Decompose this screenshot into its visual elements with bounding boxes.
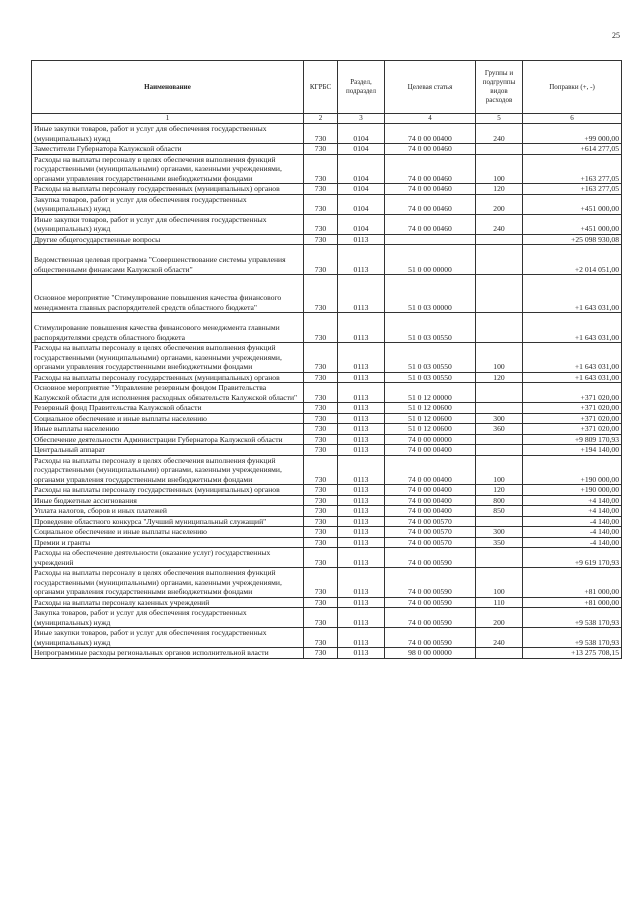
row-name-cell: Премии и гранты bbox=[32, 537, 304, 548]
row-groups-cell bbox=[476, 313, 523, 343]
row-groups-cell: 360 bbox=[476, 424, 523, 435]
row-target-cell: 74 0 00 00590 bbox=[385, 608, 476, 628]
row-kgrbs-cell: 730 bbox=[304, 445, 338, 456]
row-name-cell: Заместители Губернатора Калужской области bbox=[32, 144, 304, 155]
row-amendment-cell: +1 643 031,00 bbox=[523, 343, 622, 373]
row-section-cell: 0113 bbox=[338, 548, 385, 568]
table-row bbox=[32, 313, 622, 343]
row-target-cell: 51 0 00 00000 bbox=[385, 245, 476, 275]
row-amendment-cell: +9 809 170,93 bbox=[523, 434, 622, 445]
header-section: Раздел, подраздел bbox=[338, 61, 385, 114]
row-kgrbs-cell: 730 bbox=[304, 648, 338, 659]
row-target-cell: 74 0 00 00590 bbox=[385, 568, 476, 598]
row-name-cell: Иные выплаты населению bbox=[32, 424, 304, 435]
row-section-cell: 0113 bbox=[338, 568, 385, 598]
row-target-cell bbox=[385, 234, 476, 245]
row-target-cell: 74 0 00 00400 bbox=[385, 485, 476, 496]
row-amendment-cell: +25 098 930,08 bbox=[523, 234, 622, 245]
row-amendment-cell: -4 140,00 bbox=[523, 527, 622, 538]
row-groups-cell bbox=[476, 245, 523, 275]
table-row bbox=[32, 245, 622, 275]
row-kgrbs-cell: 730 bbox=[304, 628, 338, 648]
row-groups-cell: 100 bbox=[476, 455, 523, 485]
row-groups-cell: 200 bbox=[476, 608, 523, 628]
table-row bbox=[32, 124, 622, 144]
row-name-cell: Основное мероприятие "Стимулирование повышения качества финансового менеджмента главных распорядителей средств областного бюджета" bbox=[32, 275, 304, 313]
row-target-cell: 74 0 00 00400 bbox=[385, 445, 476, 456]
row-kgrbs-cell: 730 bbox=[304, 383, 338, 403]
row-section-cell: 0113 bbox=[338, 434, 385, 445]
row-target-cell: 74 0 00 00590 bbox=[385, 628, 476, 648]
row-section-cell: 0104 bbox=[338, 214, 385, 234]
row-section-cell: 0113 bbox=[338, 527, 385, 538]
row-kgrbs-cell: 730 bbox=[304, 214, 338, 234]
row-section-cell: 0113 bbox=[338, 455, 385, 485]
row-groups-cell: 100 bbox=[476, 568, 523, 598]
row-groups-cell bbox=[476, 445, 523, 456]
row-groups-cell bbox=[476, 403, 523, 414]
row-groups-cell bbox=[476, 144, 523, 155]
row-name-cell: Расходы на выплаты персоналу в целях обеспечения выполнения функций государственными (муниципальными) органами, казенными учреждениями, органами управления государственными внебюджетными фондами bbox=[32, 154, 304, 184]
row-name-cell: Закупка товаров, работ и услуг для обеспечения государственных (муниципальных) нужд bbox=[32, 194, 304, 214]
column-number: 5 bbox=[476, 114, 523, 124]
row-section-cell: 0113 bbox=[338, 495, 385, 506]
header-kgrbs: КГРБС bbox=[304, 61, 338, 114]
row-kgrbs-cell: 730 bbox=[304, 144, 338, 155]
row-amendment-cell: +9 619 170,93 bbox=[523, 548, 622, 568]
row-section-cell: 0113 bbox=[338, 648, 385, 659]
row-name-cell: Расходы на выплаты персоналу в целях обеспечения выполнения функций государственными (муниципальными) органами, казенными учреждениями, органами управления государственными внебюджетными фондами bbox=[32, 455, 304, 485]
row-target-cell: 51 0 12 00600 bbox=[385, 424, 476, 435]
row-section-cell: 0113 bbox=[338, 343, 385, 373]
table-row bbox=[32, 154, 622, 184]
row-target-cell: 51 0 12 00600 bbox=[385, 403, 476, 414]
row-section-cell: 0104 bbox=[338, 154, 385, 184]
row-kgrbs-cell: 730 bbox=[304, 568, 338, 598]
row-kgrbs-cell: 730 bbox=[304, 184, 338, 195]
table-row bbox=[32, 527, 622, 538]
row-section-cell: 0113 bbox=[338, 413, 385, 424]
table-row bbox=[32, 424, 622, 435]
row-target-cell: 98 0 00 00000 bbox=[385, 648, 476, 659]
row-amendment-cell: +190 000,00 bbox=[523, 455, 622, 485]
row-target-cell: 74 0 00 00460 bbox=[385, 184, 476, 195]
table-row bbox=[32, 194, 622, 214]
table-row bbox=[32, 506, 622, 517]
column-number: 1 bbox=[32, 114, 304, 124]
table-row bbox=[32, 648, 622, 659]
row-groups-cell bbox=[476, 516, 523, 527]
row-groups-cell: 350 bbox=[476, 537, 523, 548]
row-amendment-cell: +614 277,05 bbox=[523, 144, 622, 155]
row-section-cell: 0104 bbox=[338, 144, 385, 155]
table-row bbox=[32, 455, 622, 485]
row-groups-cell: 850 bbox=[476, 506, 523, 517]
row-amendment-cell: +451 000,00 bbox=[523, 194, 622, 214]
row-kgrbs-cell: 730 bbox=[304, 154, 338, 184]
row-kgrbs-cell: 730 bbox=[304, 245, 338, 275]
table-row bbox=[32, 403, 622, 414]
row-kgrbs-cell: 730 bbox=[304, 485, 338, 496]
row-name-cell: Ведомственная целевая программа "Совершенствование системы управления общественными финансами Калужской области" bbox=[32, 245, 304, 275]
row-amendment-cell: +9 538 170,93 bbox=[523, 608, 622, 628]
row-groups-cell bbox=[476, 648, 523, 659]
table-row bbox=[32, 548, 622, 568]
row-name-cell: Расходы на выплаты персоналу казенных учреждений bbox=[32, 597, 304, 608]
row-name-cell: Расходы на обеспечение деятельности (оказание услуг) государственных учреждений bbox=[32, 548, 304, 568]
row-section-cell: 0113 bbox=[338, 506, 385, 517]
row-groups-cell bbox=[476, 234, 523, 245]
header-groups: Группы и подгруппы видов расходов bbox=[476, 61, 523, 114]
row-name-cell: Расходы на выплаты персоналу в целях обеспечения выполнения функций государственными (муниципальными) органами, казенными учреждениями, органами управления государственными внебюджетными фондами bbox=[32, 568, 304, 598]
table-row bbox=[32, 144, 622, 155]
table-row bbox=[32, 568, 622, 598]
row-groups-cell bbox=[476, 548, 523, 568]
row-amendment-cell: +99 000,00 bbox=[523, 124, 622, 144]
row-kgrbs-cell: 730 bbox=[304, 516, 338, 527]
column-number: 4 bbox=[385, 114, 476, 124]
row-kgrbs-cell: 730 bbox=[304, 537, 338, 548]
row-kgrbs-cell: 730 bbox=[304, 455, 338, 485]
row-target-cell: 74 0 00 00400 bbox=[385, 495, 476, 506]
row-kgrbs-cell: 730 bbox=[304, 608, 338, 628]
row-section-cell: 0113 bbox=[338, 383, 385, 403]
row-amendment-cell: +81 000,00 bbox=[523, 597, 622, 608]
table-row bbox=[32, 434, 622, 445]
row-kgrbs-cell: 730 bbox=[304, 413, 338, 424]
row-name-cell: Основное мероприятие "Управление резервным фондом Правительства Калужской области для исполнения расходных обязательств Калужской области" bbox=[32, 383, 304, 403]
table-row bbox=[32, 537, 622, 548]
row-target-cell: 74 0 00 00400 bbox=[385, 455, 476, 485]
row-section-cell: 0113 bbox=[338, 516, 385, 527]
table-row bbox=[32, 214, 622, 234]
row-amendment-cell: +13 275 708,15 bbox=[523, 648, 622, 659]
table-row bbox=[32, 597, 622, 608]
row-kgrbs-cell: 730 bbox=[304, 403, 338, 414]
row-name-cell: Проведение областного конкурса "Лучший муниципальный служащий" bbox=[32, 516, 304, 527]
row-target-cell: 74 0 00 00460 bbox=[385, 194, 476, 214]
row-kgrbs-cell: 730 bbox=[304, 495, 338, 506]
row-section-cell: 0113 bbox=[338, 313, 385, 343]
row-kgrbs-cell: 730 bbox=[304, 527, 338, 538]
row-groups-cell bbox=[476, 434, 523, 445]
row-kgrbs-cell: 730 bbox=[304, 194, 338, 214]
row-kgrbs-cell: 730 bbox=[304, 275, 338, 313]
row-section-cell: 0113 bbox=[338, 485, 385, 496]
row-target-cell: 51 0 03 00550 bbox=[385, 343, 476, 373]
table-row bbox=[32, 184, 622, 195]
row-name-cell: Обеспечение деятельности Администрации Губернатора Калужской области bbox=[32, 434, 304, 445]
row-groups-cell: 800 bbox=[476, 495, 523, 506]
row-groups-cell: 300 bbox=[476, 413, 523, 424]
column-number: 3 bbox=[338, 114, 385, 124]
row-groups-cell: 300 bbox=[476, 527, 523, 538]
row-amendment-cell: +1 643 031,00 bbox=[523, 372, 622, 383]
row-name-cell: Иные закупки товаров, работ и услуг для обеспечения государственных (муниципальных) нужд bbox=[32, 214, 304, 234]
row-amendment-cell: -4 140,00 bbox=[523, 537, 622, 548]
row-groups-cell: 200 bbox=[476, 194, 523, 214]
row-name-cell: Социальное обеспечение и иные выплаты населению bbox=[32, 413, 304, 424]
row-groups-cell bbox=[476, 275, 523, 313]
row-name-cell: Закупка товаров, работ и услуг для обеспечения государственных (муниципальных) нужд bbox=[32, 608, 304, 628]
column-number: 2 bbox=[304, 114, 338, 124]
row-target-cell: 74 0 00 00400 bbox=[385, 506, 476, 517]
row-groups-cell: 120 bbox=[476, 184, 523, 195]
table-row bbox=[32, 234, 622, 245]
row-groups-cell: 240 bbox=[476, 124, 523, 144]
row-target-cell: 51 0 03 00550 bbox=[385, 313, 476, 343]
row-kgrbs-cell: 730 bbox=[304, 548, 338, 568]
row-amendment-cell: +81 000,00 bbox=[523, 568, 622, 598]
row-section-cell: 0113 bbox=[338, 445, 385, 456]
row-name-cell: Резервный фонд Правительства Калужской области bbox=[32, 403, 304, 414]
row-name-cell: Расходы на выплаты персоналу государственных (муниципальных) органов bbox=[32, 184, 304, 195]
table-row bbox=[32, 275, 622, 313]
row-amendment-cell: +451 000,00 bbox=[523, 214, 622, 234]
row-target-cell: 74 0 00 00460 bbox=[385, 144, 476, 155]
row-section-cell: 0113 bbox=[338, 372, 385, 383]
row-groups-cell: 120 bbox=[476, 372, 523, 383]
header-name: Наименование bbox=[32, 61, 304, 114]
row-section-cell: 0113 bbox=[338, 608, 385, 628]
column-number: 6 bbox=[523, 114, 622, 124]
row-target-cell: 51 0 03 00550 bbox=[385, 372, 476, 383]
row-section-cell: 0104 bbox=[338, 184, 385, 195]
row-target-cell: 74 0 00 00590 bbox=[385, 597, 476, 608]
row-name-cell: Центральный аппарат bbox=[32, 445, 304, 456]
row-amendment-cell: +194 140,00 bbox=[523, 445, 622, 456]
row-kgrbs-cell: 730 bbox=[304, 597, 338, 608]
row-section-cell: 0104 bbox=[338, 124, 385, 144]
row-amendment-cell: +1 643 031,00 bbox=[523, 275, 622, 313]
row-section-cell: 0113 bbox=[338, 424, 385, 435]
row-groups-cell bbox=[476, 383, 523, 403]
row-amendment-cell: +1 643 031,00 bbox=[523, 313, 622, 343]
row-groups-cell: 100 bbox=[476, 154, 523, 184]
row-name-cell: Иные закупки товаров, работ и услуг для обеспечения государственных (муниципальных) нужд bbox=[32, 628, 304, 648]
row-section-cell: 0113 bbox=[338, 245, 385, 275]
row-name-cell: Расходы на выплаты персоналу в целях обеспечения выполнения функций государственными (муниципальными) органами, казенными учреждениями, органами управления государственными внебюджетными фондами bbox=[32, 343, 304, 373]
table-row bbox=[32, 516, 622, 527]
table-row bbox=[32, 608, 622, 628]
table-row bbox=[32, 495, 622, 506]
row-target-cell: 51 0 03 00000 bbox=[385, 275, 476, 313]
row-kgrbs-cell: 730 bbox=[304, 434, 338, 445]
table-row bbox=[32, 343, 622, 373]
row-name-cell: Другие общегосударственные вопросы bbox=[32, 234, 304, 245]
row-amendment-cell: +2 014 051,00 bbox=[523, 245, 622, 275]
table-row bbox=[32, 628, 622, 648]
row-kgrbs-cell: 730 bbox=[304, 124, 338, 144]
row-amendment-cell: +163 277,05 bbox=[523, 184, 622, 195]
row-amendment-cell: +371 020,00 bbox=[523, 403, 622, 414]
table-row bbox=[32, 372, 622, 383]
row-kgrbs-cell: 730 bbox=[304, 313, 338, 343]
row-amendment-cell: +371 020,00 bbox=[523, 413, 622, 424]
row-section-cell: 0113 bbox=[338, 597, 385, 608]
row-groups-cell: 110 bbox=[476, 597, 523, 608]
row-amendment-cell: +4 140,00 bbox=[523, 495, 622, 506]
row-name-cell: Расходы на выплаты персоналу государственных (муниципальных) органов bbox=[32, 485, 304, 496]
table-row bbox=[32, 445, 622, 456]
row-target-cell: 74 0 00 00590 bbox=[385, 548, 476, 568]
row-groups-cell: 240 bbox=[476, 628, 523, 648]
row-amendment-cell: +371 020,00 bbox=[523, 424, 622, 435]
row-kgrbs-cell: 730 bbox=[304, 506, 338, 517]
row-target-cell: 74 0 00 00570 bbox=[385, 516, 476, 527]
row-target-cell: 51 0 12 00600 bbox=[385, 413, 476, 424]
header-target: Целевая статья bbox=[385, 61, 476, 114]
table-row bbox=[32, 485, 622, 496]
row-target-cell: 51 0 12 00000 bbox=[385, 383, 476, 403]
row-section-cell: 0113 bbox=[338, 537, 385, 548]
row-amendment-cell: +371 020,00 bbox=[523, 383, 622, 403]
row-target-cell: 74 0 00 00460 bbox=[385, 154, 476, 184]
row-kgrbs-cell: 730 bbox=[304, 424, 338, 435]
row-target-cell: 74 0 00 00400 bbox=[385, 124, 476, 144]
row-amendment-cell: -4 140,00 bbox=[523, 516, 622, 527]
row-kgrbs-cell: 730 bbox=[304, 234, 338, 245]
row-name-cell: Иные бюджетные ассигнования bbox=[32, 495, 304, 506]
row-section-cell: 0113 bbox=[338, 628, 385, 648]
row-groups-cell: 240 bbox=[476, 214, 523, 234]
row-kgrbs-cell: 730 bbox=[304, 343, 338, 373]
header-amendments: Поправки (+, -) bbox=[523, 61, 622, 114]
row-target-cell: 74 0 00 00570 bbox=[385, 537, 476, 548]
row-target-cell: 74 0 00 00570 bbox=[385, 527, 476, 538]
row-name-cell: Иные закупки товаров, работ и услуг для обеспечения государственных (муниципальных) нужд bbox=[32, 124, 304, 144]
row-groups-cell: 100 bbox=[476, 343, 523, 373]
row-name-cell: Расходы на выплаты персоналу государственных (муниципальных) органов bbox=[32, 372, 304, 383]
row-name-cell: Социальное обеспечение и иные выплаты населению bbox=[32, 527, 304, 538]
row-section-cell: 0113 bbox=[338, 234, 385, 245]
table-row bbox=[32, 413, 622, 424]
row-groups-cell: 120 bbox=[476, 485, 523, 496]
row-amendment-cell: +4 140,00 bbox=[523, 506, 622, 517]
row-name-cell: Уплата налогов, сборов и иных платежей bbox=[32, 506, 304, 517]
table-row bbox=[32, 383, 622, 403]
row-name-cell: Непрограммные расходы региональных органов исполнительной власти bbox=[32, 648, 304, 659]
row-amendment-cell: +190 000,00 bbox=[523, 485, 622, 496]
row-section-cell: 0104 bbox=[338, 194, 385, 214]
row-amendment-cell: +163 277,05 bbox=[523, 154, 622, 184]
row-section-cell: 0113 bbox=[338, 275, 385, 313]
row-amendment-cell: +9 538 170,93 bbox=[523, 628, 622, 648]
row-name-cell: Стимулирование повышения качества финансового менеджмента главными распорядителями средств областного бюджета bbox=[32, 313, 304, 343]
row-target-cell: 74 0 00 00460 bbox=[385, 214, 476, 234]
row-target-cell: 74 0 00 00000 bbox=[385, 434, 476, 445]
page-number: 25 bbox=[612, 31, 620, 40]
row-section-cell: 0113 bbox=[338, 403, 385, 414]
row-kgrbs-cell: 730 bbox=[304, 372, 338, 383]
budget-table bbox=[31, 60, 622, 659]
